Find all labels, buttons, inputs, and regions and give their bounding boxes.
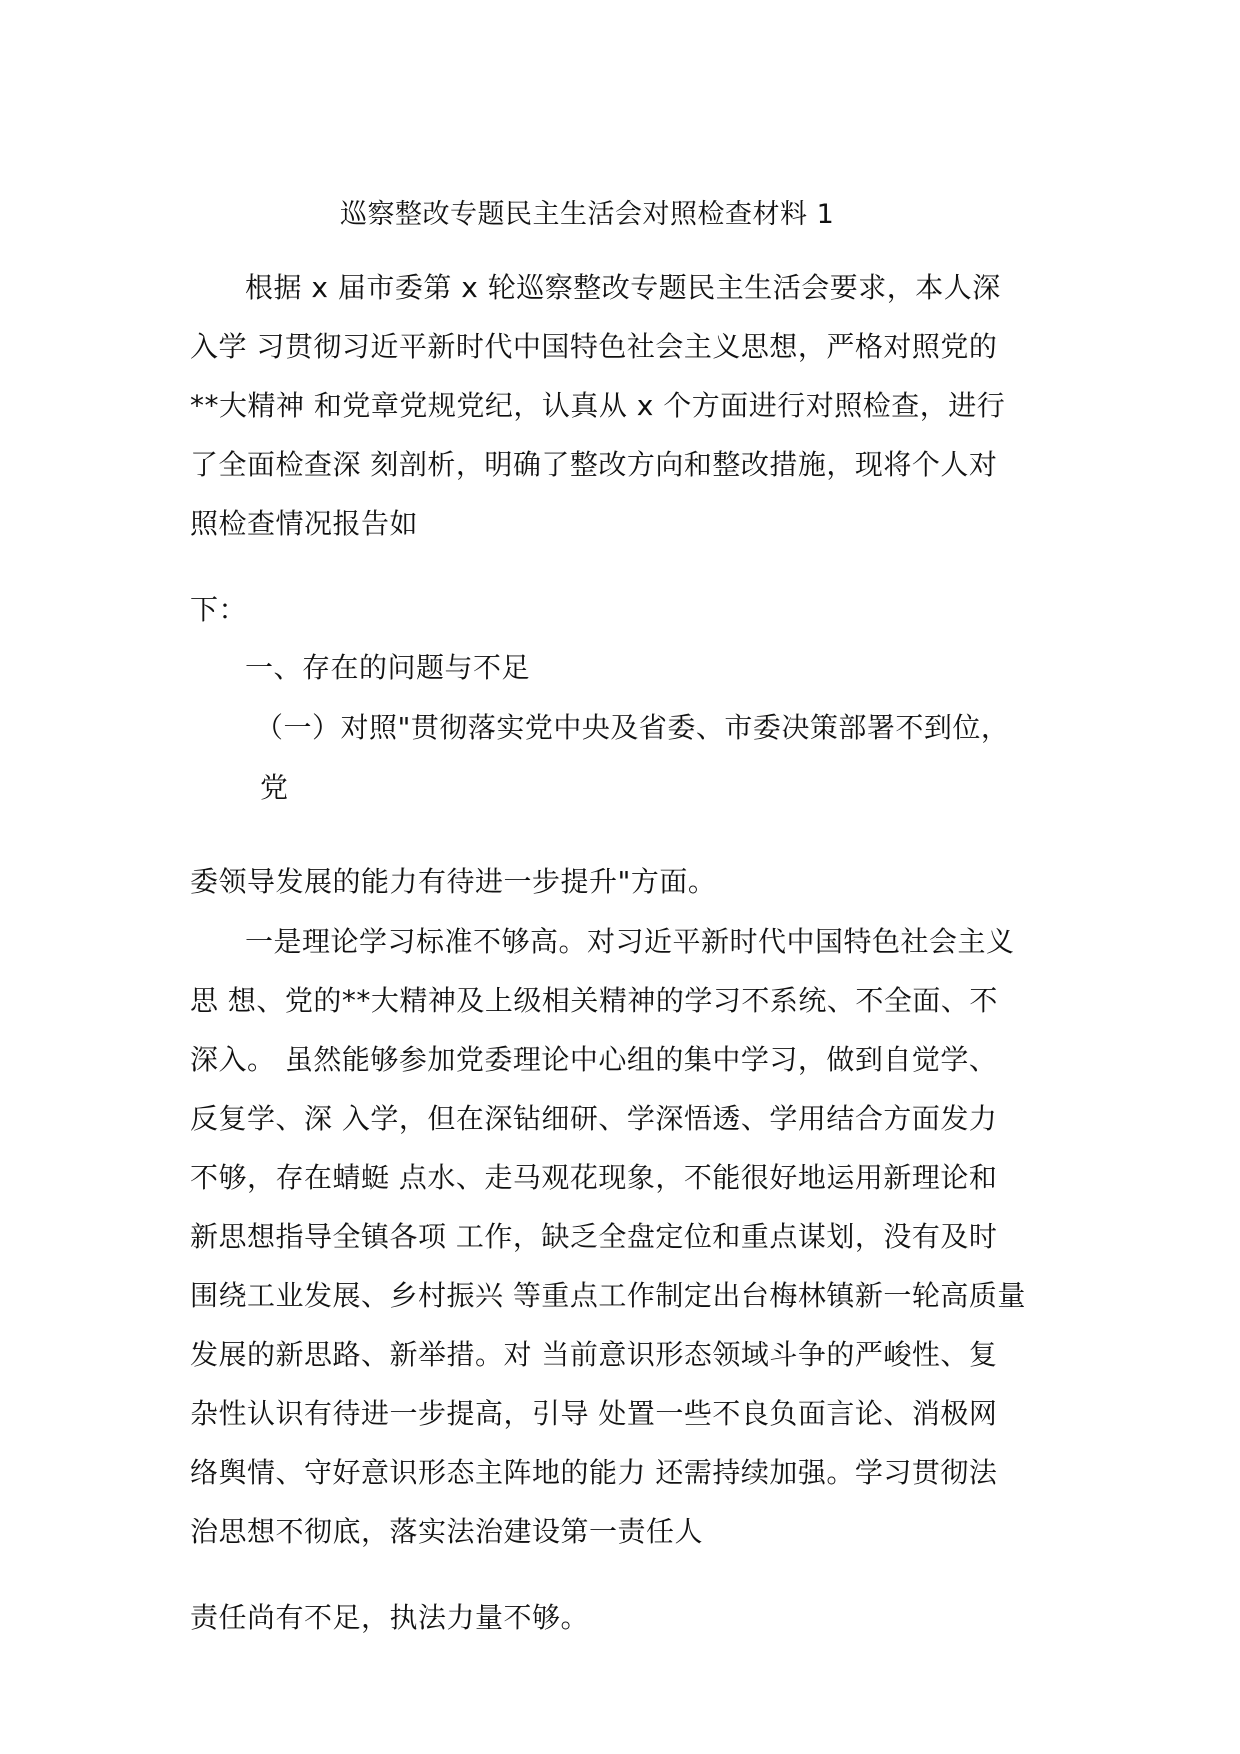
paragraph-line: 杂性认识有待进一步提高，引导 处置一些不良负面言论、消极网 xyxy=(190,1397,998,1430)
paragraph-line: 不够，存在蜻蜓 点水、走马观花现象，不能很好地运用新理论和 xyxy=(190,1161,998,1194)
section-heading: 一、存在的问题与不足 xyxy=(245,651,531,684)
paragraph-line: 一是理论学习标准不够高。对习近平新时代中国特色社会主义 xyxy=(245,925,1015,958)
paragraph-line: 发展的新思路、新举措。对 当前意识形态领域斗争的严峻性、复 xyxy=(190,1338,998,1371)
paragraph-line: 了全面检查深 刻剖析，明确了整改方向和整改措施，现将个人对 xyxy=(190,448,998,481)
paragraph-line: **大精神 和党章党规党纪，认真从 x 个方面进行对照检查，进行 xyxy=(190,389,1006,422)
paragraph-line: 思 想、党的**大精神及上级相关精神的学习不系统、不全面、不 xyxy=(190,984,998,1017)
paragraph-line: 围绕工业发展、乡村振兴 等重点工作制定出台梅林镇新一轮高质量 xyxy=(190,1279,1026,1312)
paragraph-line: 新思想指导全镇各项 工作，缺乏全盘定位和重点谋划，没有及时 xyxy=(190,1220,998,1253)
subsection-heading-continuation: 党 xyxy=(260,771,289,804)
subsection-heading: （一）对照"贯彻落实党中央及省委、市委决策部署不到位， xyxy=(255,711,1010,744)
paragraph-line: 责任尚有不足，执法力量不够。 xyxy=(190,1601,590,1634)
paragraph-line: 入学 习贯彻习近平新时代中国特色社会主义思想，严格对照党的 xyxy=(190,330,998,363)
subsection-heading-continuation: 委领导发展的能力有待进一步提升"方面。 xyxy=(190,865,717,898)
paragraph-line: 反复学、深 入学，但在深钻细研、学深悟透、学用结合方面发力 xyxy=(190,1102,998,1135)
paragraph-line: 照检查情况报告如 xyxy=(190,507,419,540)
document-title: 巡察整改专题民主生活会对照检查材料 1 xyxy=(340,199,835,230)
paragraph-line: 络舆情、守好意识形态主阵地的能力 还需持续加强。学习贯彻法 xyxy=(190,1456,998,1489)
paragraph-line: 根据 x 届市委第 x 轮巡察整改专题民主生活会要求，本人深 xyxy=(245,271,1001,304)
paragraph-line: 深入。 虽然能够参加党委理论中心组的集中学习，做到自觉学、 xyxy=(190,1043,998,1076)
paragraph-line: 下： xyxy=(190,593,248,626)
paragraph-line: 治思想不彻底，落实法治建设第一责任人 xyxy=(190,1515,704,1548)
